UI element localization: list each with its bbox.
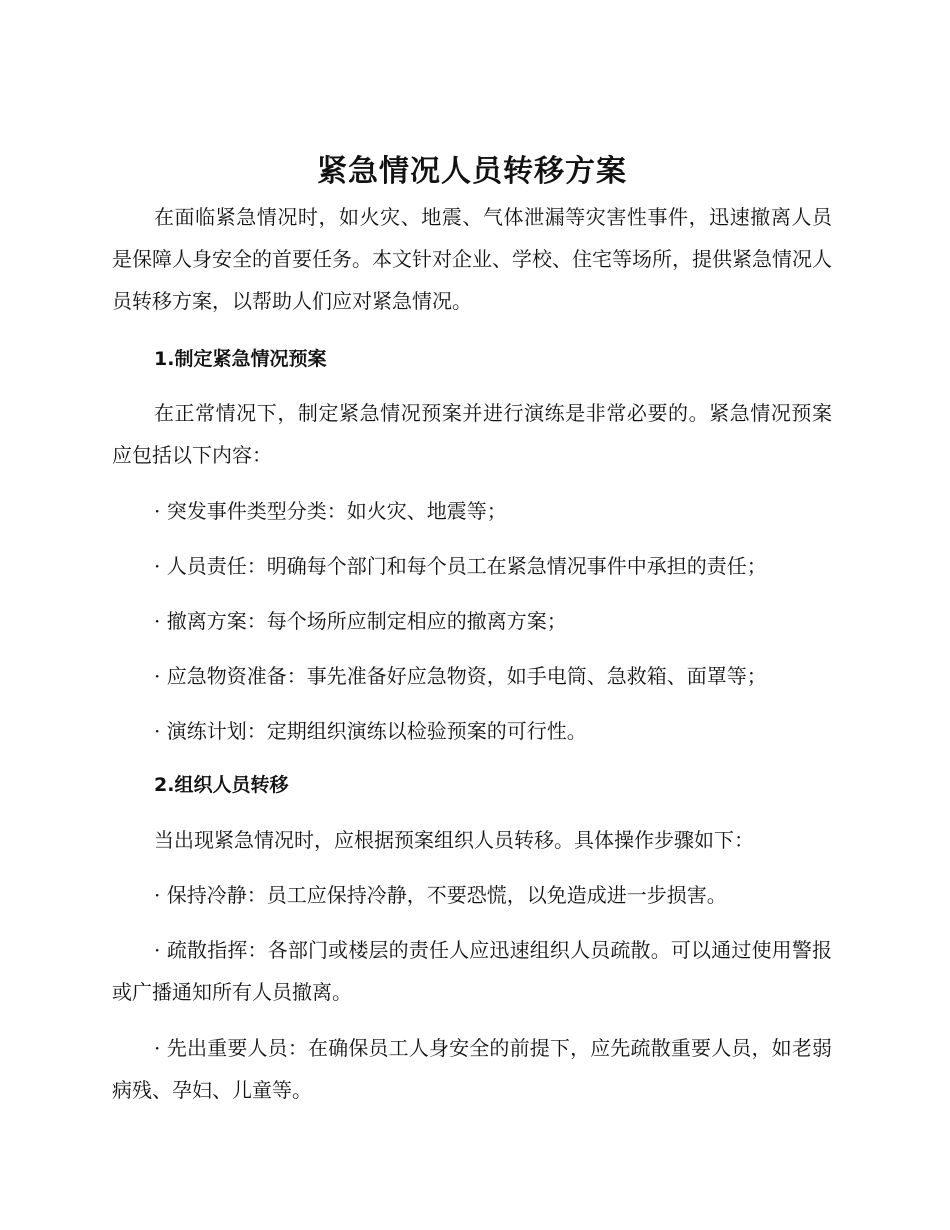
section-1-paragraph: 在正常情况下，制定紧急情况预案并进行演练是非常必要的。紧急情况预案应包括以下内容： — [112, 401, 832, 467]
section-2-item-1: · 保持冷静：员工应保持冷静，不要恐慌，以免造成进一步损害。 — [154, 883, 727, 907]
section-1-item-1: · 突发事件类型分类：如火灾、地震等； — [154, 499, 507, 523]
section-1-item-5: · 演练计划：定期组织演练以检验预案的可行性。 — [154, 719, 587, 743]
section-2-heading: 2.组织人员转移 — [154, 774, 289, 796]
section-1-heading: 1.制定紧急情况预案 — [154, 348, 327, 370]
section-2-paragraph: 当出现紧急情况时，应根据预案组织人员转移。具体操作步骤如下： — [154, 828, 754, 852]
section-2-item-3: · 先出重要人员：在确保员工人身安全的前提下，应先疏散重要人员，如老弱病残、孕妇、儿童等。 — [112, 1036, 832, 1102]
section-1-item-2: · 人员责任：明确每个部门和每个员工在紧急情况事件中承担的责任； — [154, 554, 767, 578]
section-2-item-2: · 疏散指挥：各部门或楼层的责任人应迅速组织人员疏散。可以通过使用警报或广播通知所有人员撤离。 — [112, 938, 832, 1004]
section-1-item-3: · 撤离方案：每个场所应制定相应的撤离方案； — [154, 609, 567, 633]
intro-paragraph: 在面临紧急情况时，如火灾、地震、气体泄漏等灾害性事件，迅速撤离人员是保障人身安全的首要任务。本文针对企业、学校、住宅等场所，提供紧急情况人员转移方案，以帮助人们应对紧急情况。 — [112, 205, 832, 313]
document-title: 紧急情况人员转移方案 — [317, 154, 627, 189]
section-1-item-4: · 应急物资准备：事先准备好应急物资，如手电筒、急救箱、面罩等； — [154, 664, 767, 688]
